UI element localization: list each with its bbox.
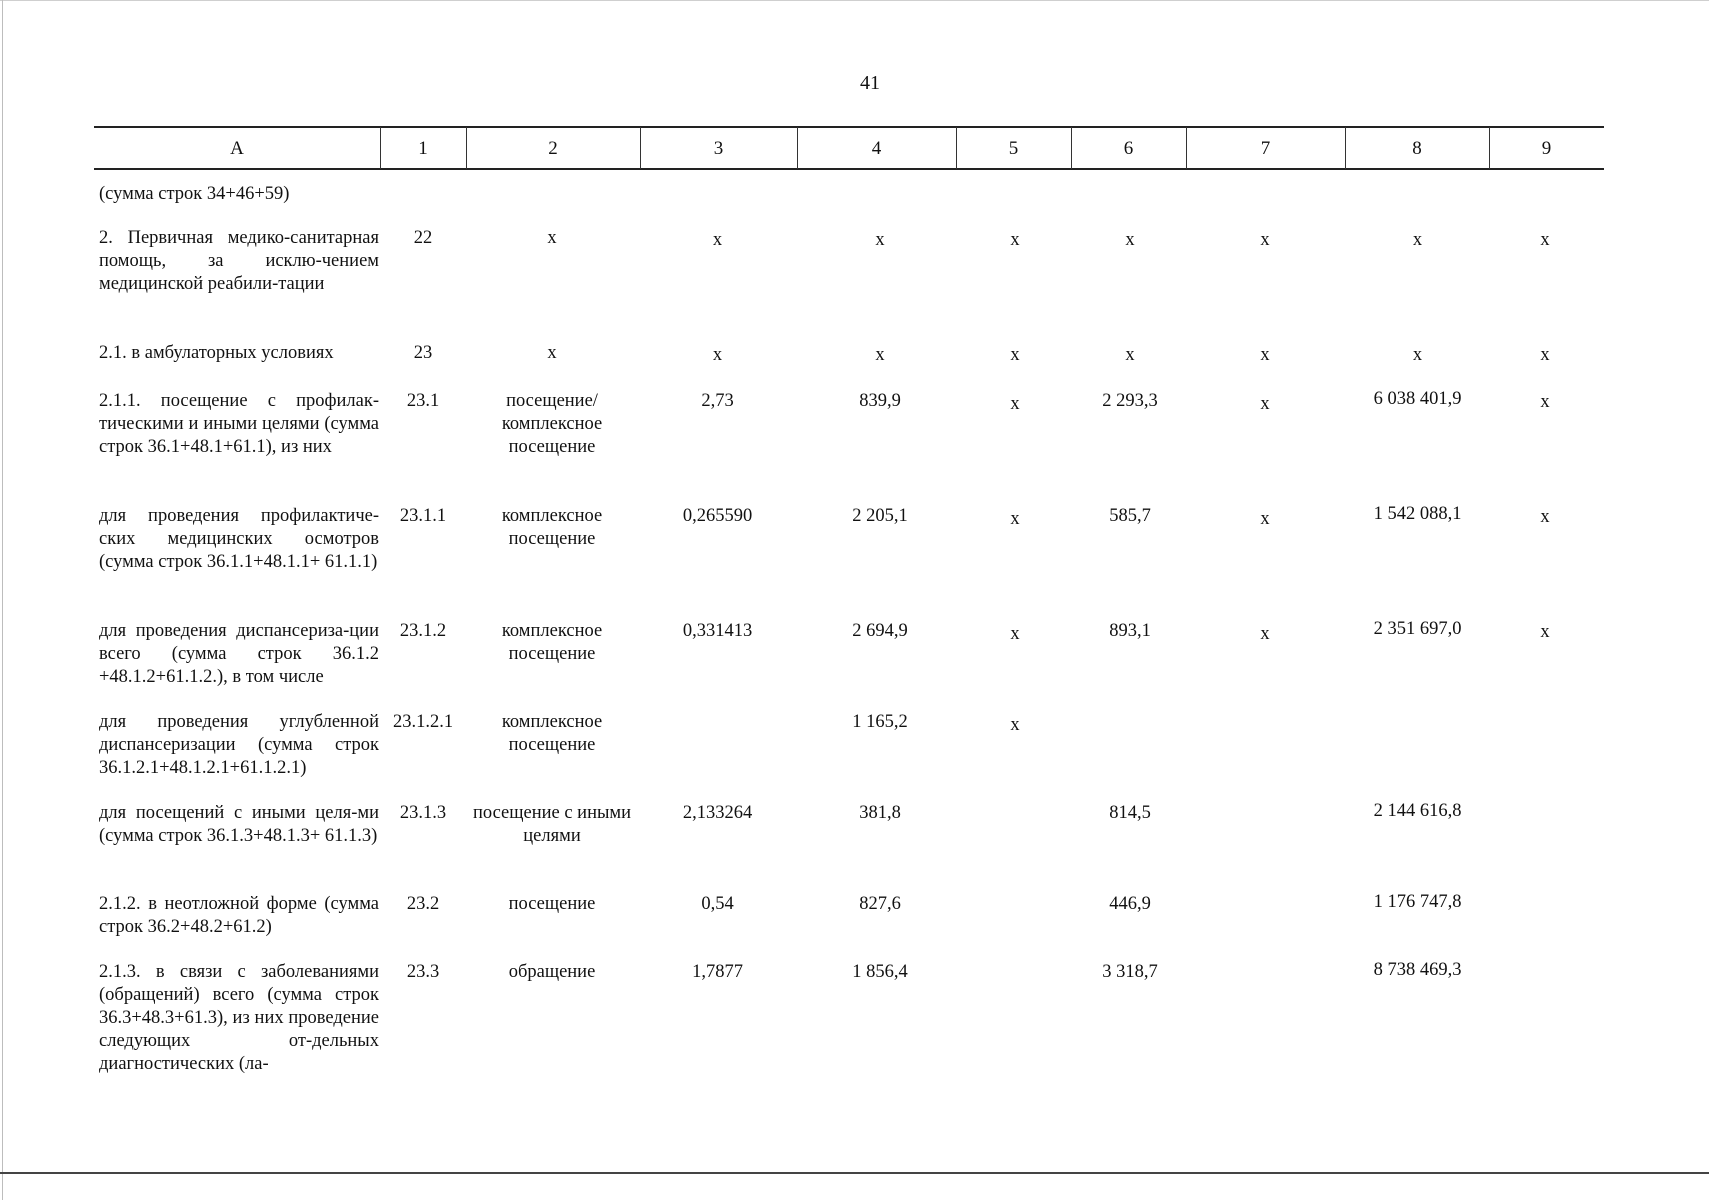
row-code: 23 <box>413 343 433 363</box>
row-value-4: 1 856,4 <box>852 962 908 982</box>
row-value-4: 2 694,9 <box>852 621 908 641</box>
row-label: (сумма строк 34+46+59) <box>99 184 290 204</box>
page-number: 41 <box>860 72 880 94</box>
row-value-8: 8 738 469,3 <box>1373 960 1462 980</box>
row-value-4: 827,6 <box>859 894 901 914</box>
row-code: 23.1.3 <box>399 803 447 823</box>
row-value-6: 893,1 <box>1109 621 1151 641</box>
scan-edge-left <box>2 0 3 1200</box>
row-value-8: 1 542 088,1 <box>1373 504 1462 524</box>
row-value-9: х <box>1540 230 1550 250</box>
row-value-7: х <box>1260 624 1270 644</box>
row-value-3: 0,331413 <box>682 621 753 641</box>
row-value-6: х <box>1125 345 1135 365</box>
header-cell-2: 2 <box>548 138 558 159</box>
row-value-3: 0,265590 <box>682 506 753 526</box>
row-value-3: 1,7877 <box>692 962 743 982</box>
row-value-8: х <box>1412 345 1423 365</box>
row-value-4: х <box>875 345 885 365</box>
row-value-3: 2,133264 <box>682 803 753 823</box>
row-value-3: 2,73 <box>701 391 734 411</box>
scan-edge-top <box>0 0 1709 1</box>
header-cell-3: 3 <box>713 138 724 159</box>
row-code: 23.1.2 <box>399 621 447 641</box>
row-value-8: 6 038 401,9 <box>1373 389 1462 409</box>
row-value-5: х <box>1010 345 1020 365</box>
row-unit: посещение/ комплексное посещение <box>501 391 603 457</box>
row-unit: комплексное посещение <box>501 506 603 549</box>
row-code: 23.3 <box>406 962 440 982</box>
header-cell-4: 4 <box>871 138 882 159</box>
row-label: для проведения профилактиче-ских медицинских осмотров (сумма строк 36.1.1+48.1.1+ 61.1.1) <box>99 506 379 572</box>
header-cell-8: 8 <box>1412 138 1422 159</box>
row-value-4: 2 205,1 <box>852 506 908 526</box>
row-value-3: х <box>712 230 723 250</box>
row-value-6: 2 293,3 <box>1102 391 1158 411</box>
row-value-6: 585,7 <box>1109 506 1151 526</box>
row-value-5: х <box>1010 230 1020 250</box>
row-label: 2.1.2. в неотложной форме (сумма строк 36.2+48.2+61.2) <box>99 894 379 937</box>
row-label: для проведения углубленной диспансеризации (сумма строк 36.1.2.1+48.1.2.1+61.1.2.1) <box>99 712 379 778</box>
row-value-8: 2 351 697,0 <box>1373 619 1462 639</box>
row-unit: обращение <box>508 962 596 982</box>
row-unit: посещение <box>508 894 596 914</box>
header-cell-1: 1 <box>418 138 428 159</box>
row-unit: х <box>547 343 557 363</box>
header-cell-7: 7 <box>1260 138 1271 159</box>
row-value-6: 814,5 <box>1109 803 1151 823</box>
row-value-8: х <box>1412 230 1423 250</box>
row-label: для проведения диспансериза-ции всего (сумма строк 36.1.2 +48.1.2+61.1.2.), в том числе <box>99 621 379 687</box>
header-cell-5: 5 <box>1008 138 1019 159</box>
row-unit: комплексное посещение <box>501 621 603 664</box>
row-label: для посещений с иными целя-ми (сумма строк 36.1.3+48.1.3+ 61.1.3) <box>99 803 379 846</box>
row-value-5: х <box>1010 394 1020 414</box>
row-value-5: х <box>1010 624 1020 644</box>
row-value-6: 446,9 <box>1109 894 1151 914</box>
row-value-4: 1 165,2 <box>852 712 908 732</box>
row-code: 22 <box>413 228 433 248</box>
row-value-5: х <box>1010 715 1020 735</box>
row-value-7: х <box>1260 509 1270 529</box>
header-cell-6: 6 <box>1123 138 1134 159</box>
row-value-4: 381,8 <box>859 803 901 823</box>
row-value-9: х <box>1540 345 1550 365</box>
header-cell-a: А <box>230 138 244 159</box>
row-label: 2.1. в амбулаторных условиях <box>99 343 334 363</box>
row-value-4: 839,9 <box>859 391 901 411</box>
page-bottom-rule <box>0 1172 1709 1174</box>
row-value-6: х <box>1125 230 1135 250</box>
row-value-9: х <box>1540 507 1550 527</box>
row-label: 2.1.1. посещение с профилак-тическими и иными целями (сумма строк 36.1+48.1+61.1), из них <box>99 391 379 457</box>
row-value-7: х <box>1260 345 1270 365</box>
row-value-7: х <box>1260 394 1270 414</box>
table-header-bottom-rule <box>94 168 1604 170</box>
row-value-8: 2 144 616,8 <box>1373 801 1462 821</box>
row-unit: посещение с иными целями <box>472 803 632 846</box>
row-value-4: х <box>875 230 885 250</box>
row-code: 23.1 <box>406 391 440 411</box>
row-code: 23.1.1 <box>399 506 447 526</box>
row-value-3: 0,54 <box>701 894 734 914</box>
row-value-7: х <box>1260 230 1270 250</box>
row-unit: комплексное посещение <box>501 712 603 755</box>
row-value-8: 1 176 747,8 <box>1373 892 1462 912</box>
row-value-6: 3 318,7 <box>1102 962 1158 982</box>
row-label: 2. Первичная медико-санитарная помощь, за исклю-чением медицинской реабили-тации <box>99 228 379 294</box>
row-unit: х <box>547 228 557 248</box>
row-label: 2.1.3. в связи с заболеваниями (обращений) всего (сумма строк 36.3+48.3+61.3), из них проведение следующих от-дельных диагностических (ла- <box>99 962 379 1074</box>
row-value-5: х <box>1010 509 1020 529</box>
row-value-9: х <box>1540 392 1550 412</box>
table-header-top-rule <box>94 126 1604 128</box>
row-code: 23.1.2.1 <box>392 712 454 732</box>
header-cell-9: 9 <box>1541 138 1552 159</box>
row-code: 23.2 <box>406 894 440 914</box>
row-value-3: х <box>712 345 723 365</box>
row-value-9: х <box>1540 622 1550 642</box>
